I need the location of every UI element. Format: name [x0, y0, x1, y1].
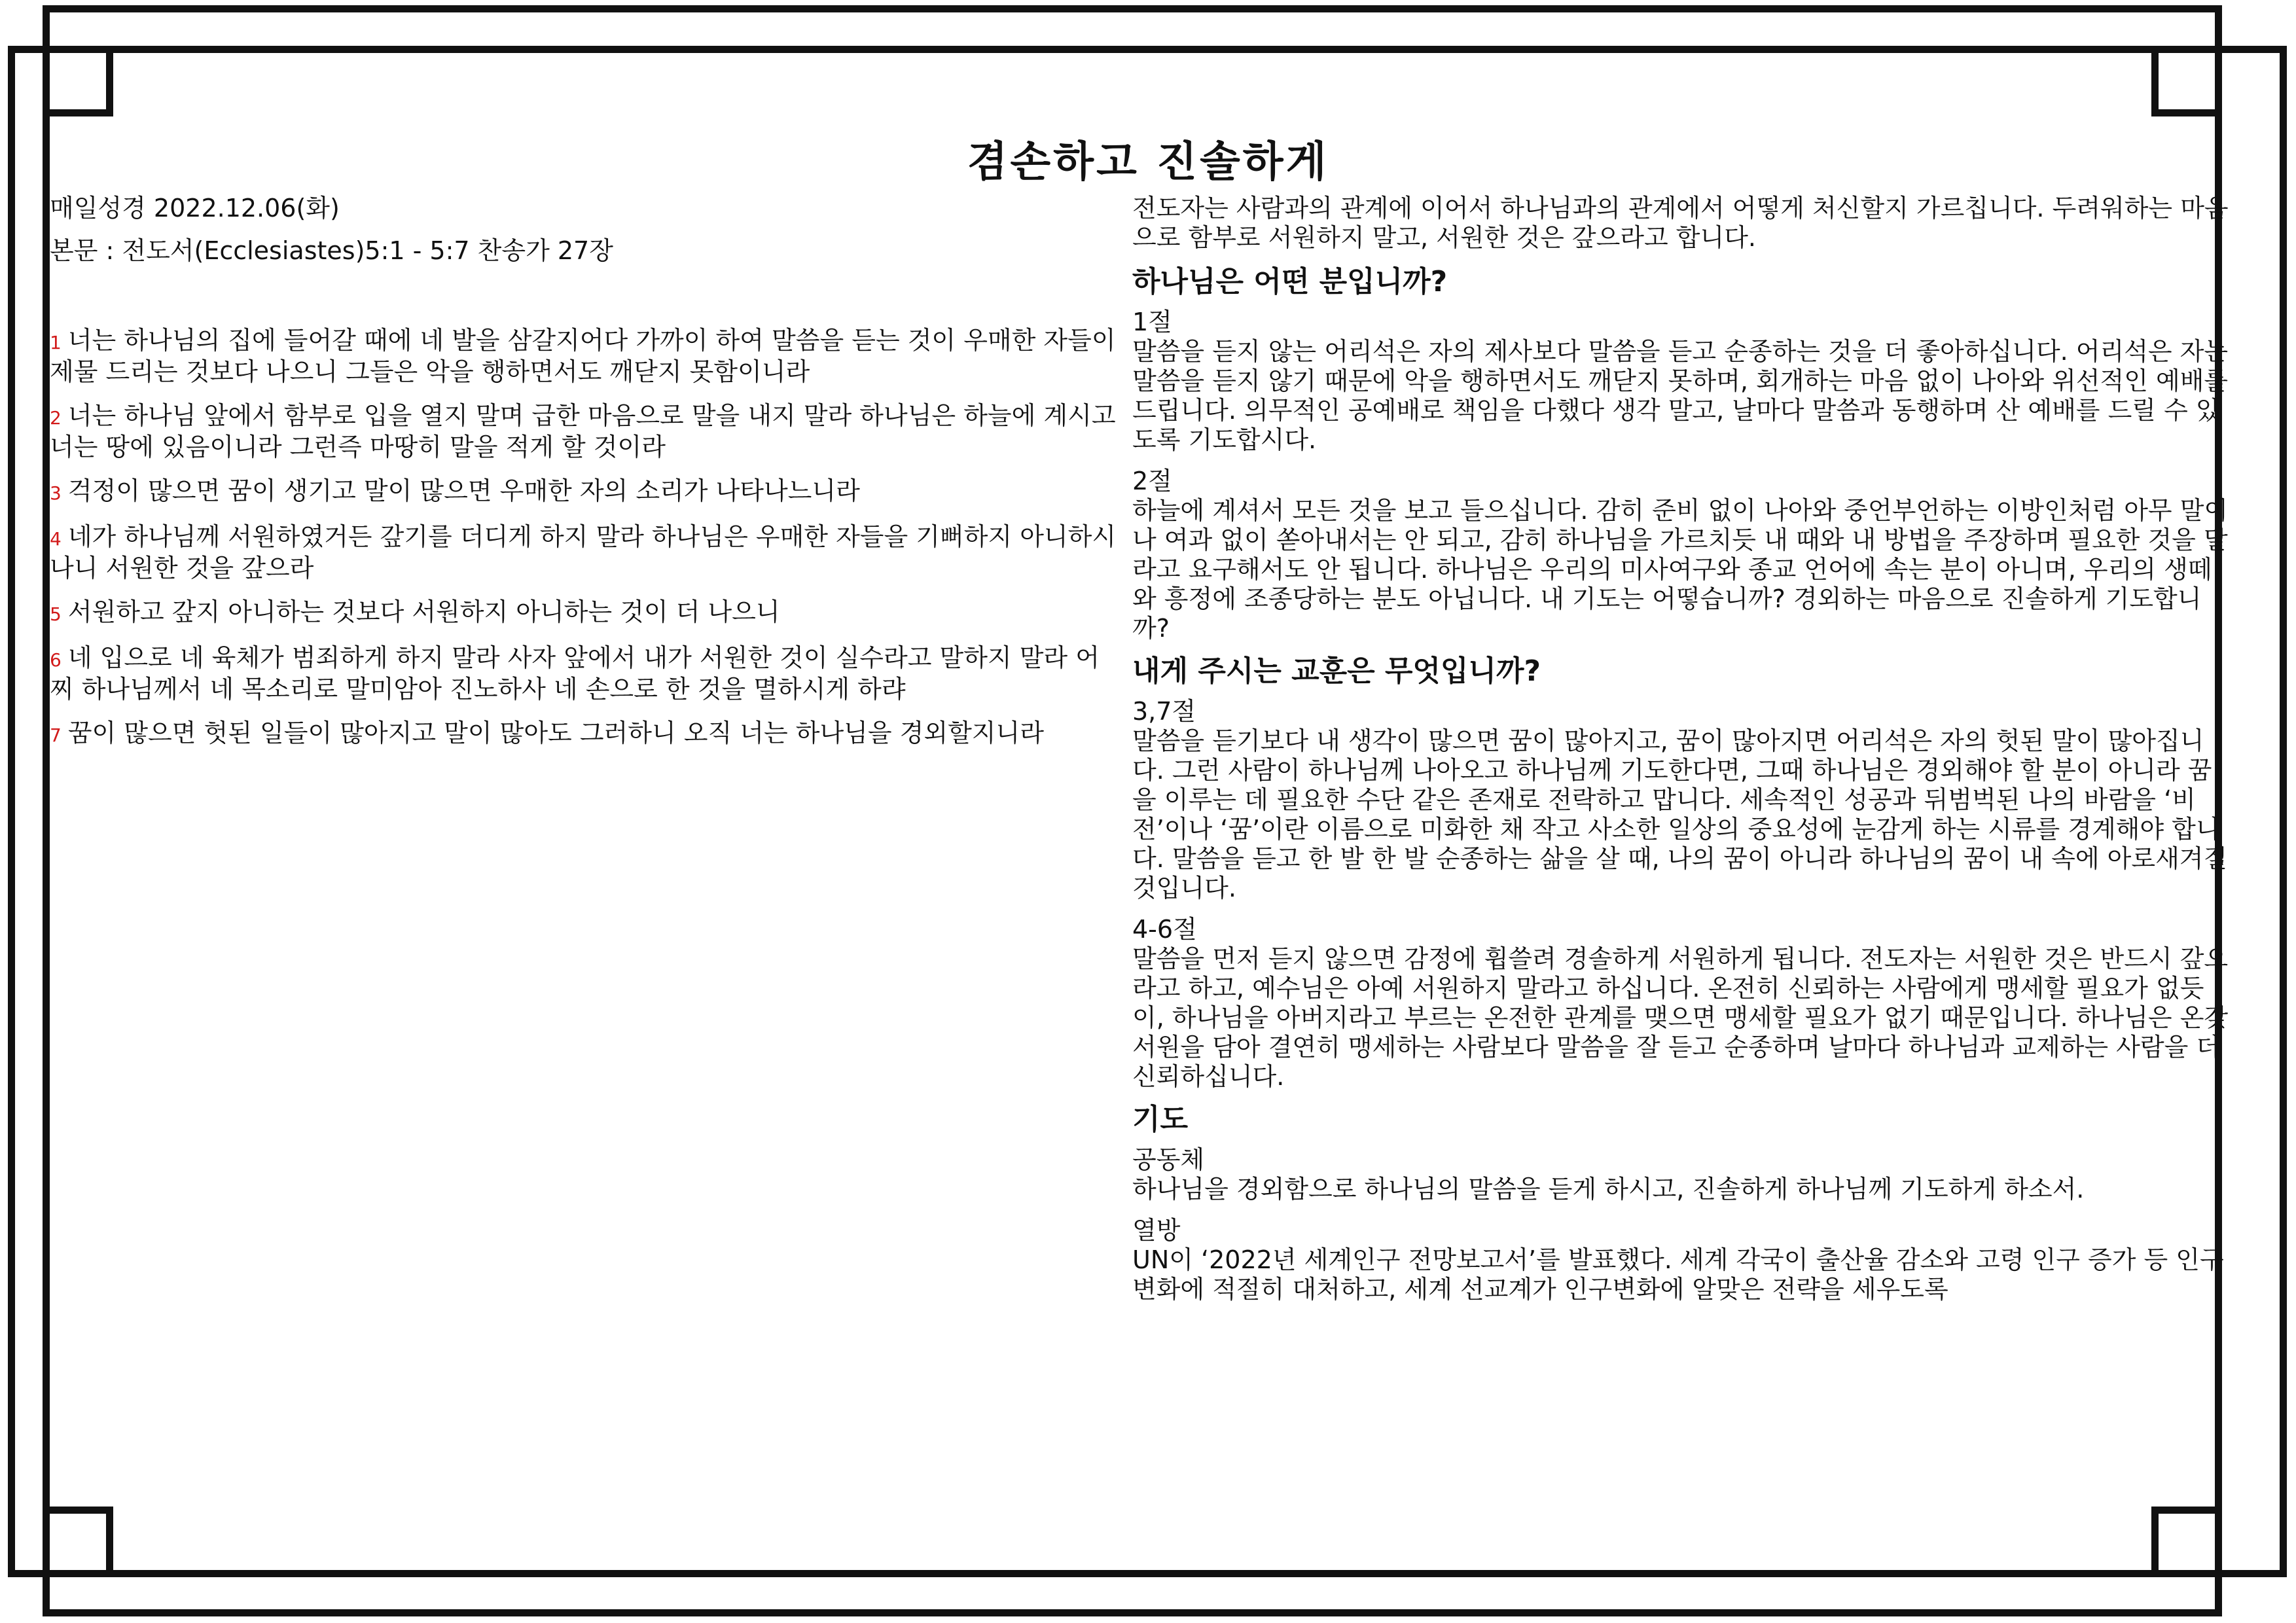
verse-text: 너는 하나님 앞에서 함부로 입을 열지 말며 급한 마음으로 말을 내지 말라 하나님은 하늘에 계시고 너는 땅에 있음이니라 그런즉 마땅히 말을 적게 할 것이라 [50, 401, 1116, 461]
verse-text: 네가 하나님께 서원하였거든 갚기를 더디게 하지 말라 하나님은 우매한 자들을 기뻐하지 아니하시나니 서원한 것을 갚으라 [50, 522, 1117, 582]
verse-number: 3 [50, 482, 62, 504]
verse-number: 6 [50, 649, 62, 671]
verse-number: 1 [50, 332, 62, 353]
section-heading-prayer: 기도 [1132, 1103, 1189, 1136]
prayer-label: 열방 [1132, 1216, 1181, 1245]
corner-ornament-top-left [43, 46, 113, 116]
commentary-text: 말씀을 듣기보다 내 생각이 많으면 꿈이 많아지고, 꿈이 많아지면 어리석은 자의 헛된 말이 많아집니다. 그런 사람이 하나님께 나아오고 하나님께 기도한다면, 그때 하나님은 경외해야 할 분이 아니라 꿈을 이루는 데 필요한 수단 같은 존재로 전락하고 맙니다. 세속적인 성공과 뒤범벅된 나의 바람을 ‘비전’이나 ‘꿈’이란 이름으로 미화한 채 작고 사소한 일상의 중요성에 눈감게 하는 시류를 경계해야 합니다. 말씀을 듣고 한 발 한 발 순종하는 삶을 살 때, 나의 꿈이 아니라 하나님의 꿈이 내 속에 아로새겨질 것입니다. [1132, 726, 2228, 902]
corner-ornament-bottom-left [43, 1507, 113, 1577]
verse-text: 꿈이 많으면 헛된 일들이 많아지고 말이 많아도 그러하니 오직 너는 하나님을 경외할지니라 [67, 719, 1044, 747]
verse-item [50, 401, 1123, 462]
prayer-label: 공동체 [1132, 1145, 1205, 1174]
verse-item [50, 522, 1123, 583]
section-heading-who-is-god: 하나님은 어떤 분입니까? [1132, 265, 1448, 298]
commentary-block [1132, 697, 2232, 903]
verse-number: 4 [50, 528, 62, 550]
intro-paragraph: 전도자는 사람과의 관계에 이어서 하나님과의 관계에서 어떻게 처신할지 가르칩니다. 두려워하는 마음으로 함부로 서원하지 말고, 서원한 것은 갚으라고 합니다. [1132, 194, 2229, 252]
verse-reference: 3,7절 [1132, 697, 1196, 726]
commentary-column [1132, 194, 2232, 1316]
date-line: 매일성경 2022.12.06(화) [50, 194, 340, 223]
passage-line: 본문 : 전도서(Ecclesiastes)5:1 - 5:7 찬송가 27장 [50, 236, 613, 265]
verse-reference: 4-6절 [1132, 915, 1197, 944]
verse-item [50, 326, 1123, 387]
commentary-text: 말씀을 먼저 듣지 않으면 감정에 휩쓸려 경솔하게 서원하게 됩니다. 전도자는 서원한 것은 반드시 갚으라고 하고, 예수님은 아예 서원하지 말라고 하십니다. 온전히 신뢰하는 사람에게 맹세할 필요가 없듯이, 하나님을 아버지라고 부르는 온전한 관계를 맺으면 맹세할 필요가 없기 때문입니다. 하나님은 온갖 서원을 담아 결연히 맹세하는 사람보다 말씀을 잘 듣고 순종하며 날마다 하나님과 교제하는 사람을 더 신뢰하십니다. [1132, 944, 2229, 1091]
verse-list [50, 326, 1123, 750]
verse-number: 5 [50, 603, 62, 625]
commentary-block [1132, 308, 2232, 455]
page-title: 겸손하고 진솔하게 [967, 138, 1329, 187]
commentary-block [1132, 915, 2232, 1092]
corner-ornament-bottom-right [2151, 1507, 2222, 1577]
verse-reference: 1절 [1132, 308, 1172, 336]
prayer-text: 하나님을 경외함으로 하나님의 말씀을 듣게 하시고, 진솔하게 하나님께 기도하게 하소서. [1132, 1175, 2085, 1204]
verse-number: 7 [50, 724, 62, 746]
verse-text: 너는 하나님의 집에 들어갈 때에 네 발을 삼갈지어다 가까이 하여 말씀을 듣는 것이 우매한 자들이 제물 드리는 것보다 나으니 그들은 악을 행하면서도 깨닫지 못함이니라 [50, 326, 1116, 386]
verse-text: 서원하고 갚지 아니하는 것보다 서원하지 아니하는 것이 더 나으니 [67, 597, 780, 626]
corner-ornament-top-right [2151, 46, 2222, 116]
verse-text: 네 입으로 네 육체가 범죄하게 하지 말라 사자 앞에서 내가 서원한 것이 실수라고 말하지 말라 어찌 하나님께서 네 목소리로 말미암아 진노하사 네 손으로 한 것을 멸하시게 하랴 [50, 643, 1100, 704]
prayer-text: UN이 ‘2022년 세계인구 전망보고서’를 발표했다. 세계 각국이 출산율 감소와 고령 인구 증가 등 인구변화에 적절히 대처하고, 세계 선교계가 인구변화에 알맞은 전략을 세우도록 [1132, 1245, 2224, 1304]
prayer-block [1132, 1216, 2232, 1304]
verse-item [50, 643, 1123, 704]
commentary-text: 하늘에 계셔서 모든 것을 보고 들으십니다. 감히 준비 없이 나아와 중언부언하는 이방인처럼 아무 말이나 여과 없이 쏟아내서는 안 되고, 감히 하나님을 가르치듯 내 때와 내 방법을 주장하며 필요한 것을 달라고 요구해서도 안 됩니다. 하나님은 우리의 미사여구와 종교 언어에 속는 분이 아니며, 우리의 생떼와 흥정에 조종당하는 분도 아닙니다. 내 기도는 어떻습니까? 경외하는 마음으로 진솔하게 기도합니까? [1132, 496, 2229, 643]
prayer-block [1132, 1145, 2232, 1204]
commentary-block [1132, 467, 2232, 643]
verse-reference: 2절 [1132, 467, 1172, 495]
commentary-text: 말씀을 듣지 않는 어리석은 자의 제사보다 말씀을 듣고 순종하는 것을 더 좋아하십니다. 어리석은 자는 말씀을 듣지 않기 때문에 악을 행하면서도 깨닫지 못하며, 회개하는 마음 없이 나아와 위선적인 예배를 드립니다. 의무적인 공예배로 책임을 다했다 생각 말고, 날마다 말씀과 동행하며 산 예배를 드릴 수 있도록 기도합시다. [1132, 337, 2229, 454]
verse-item [50, 476, 1123, 508]
verse-text: 걱정이 많으면 꿈이 생기고 말이 많으면 우매한 자의 소리가 나타나느니라 [67, 476, 860, 505]
verse-number: 2 [50, 407, 62, 429]
verse-item [50, 719, 1123, 750]
section-heading-lesson: 내게 주시는 교훈은 무엇입니까? [1132, 654, 1541, 688]
scripture-column [50, 194, 1123, 764]
verse-item [50, 597, 1123, 629]
